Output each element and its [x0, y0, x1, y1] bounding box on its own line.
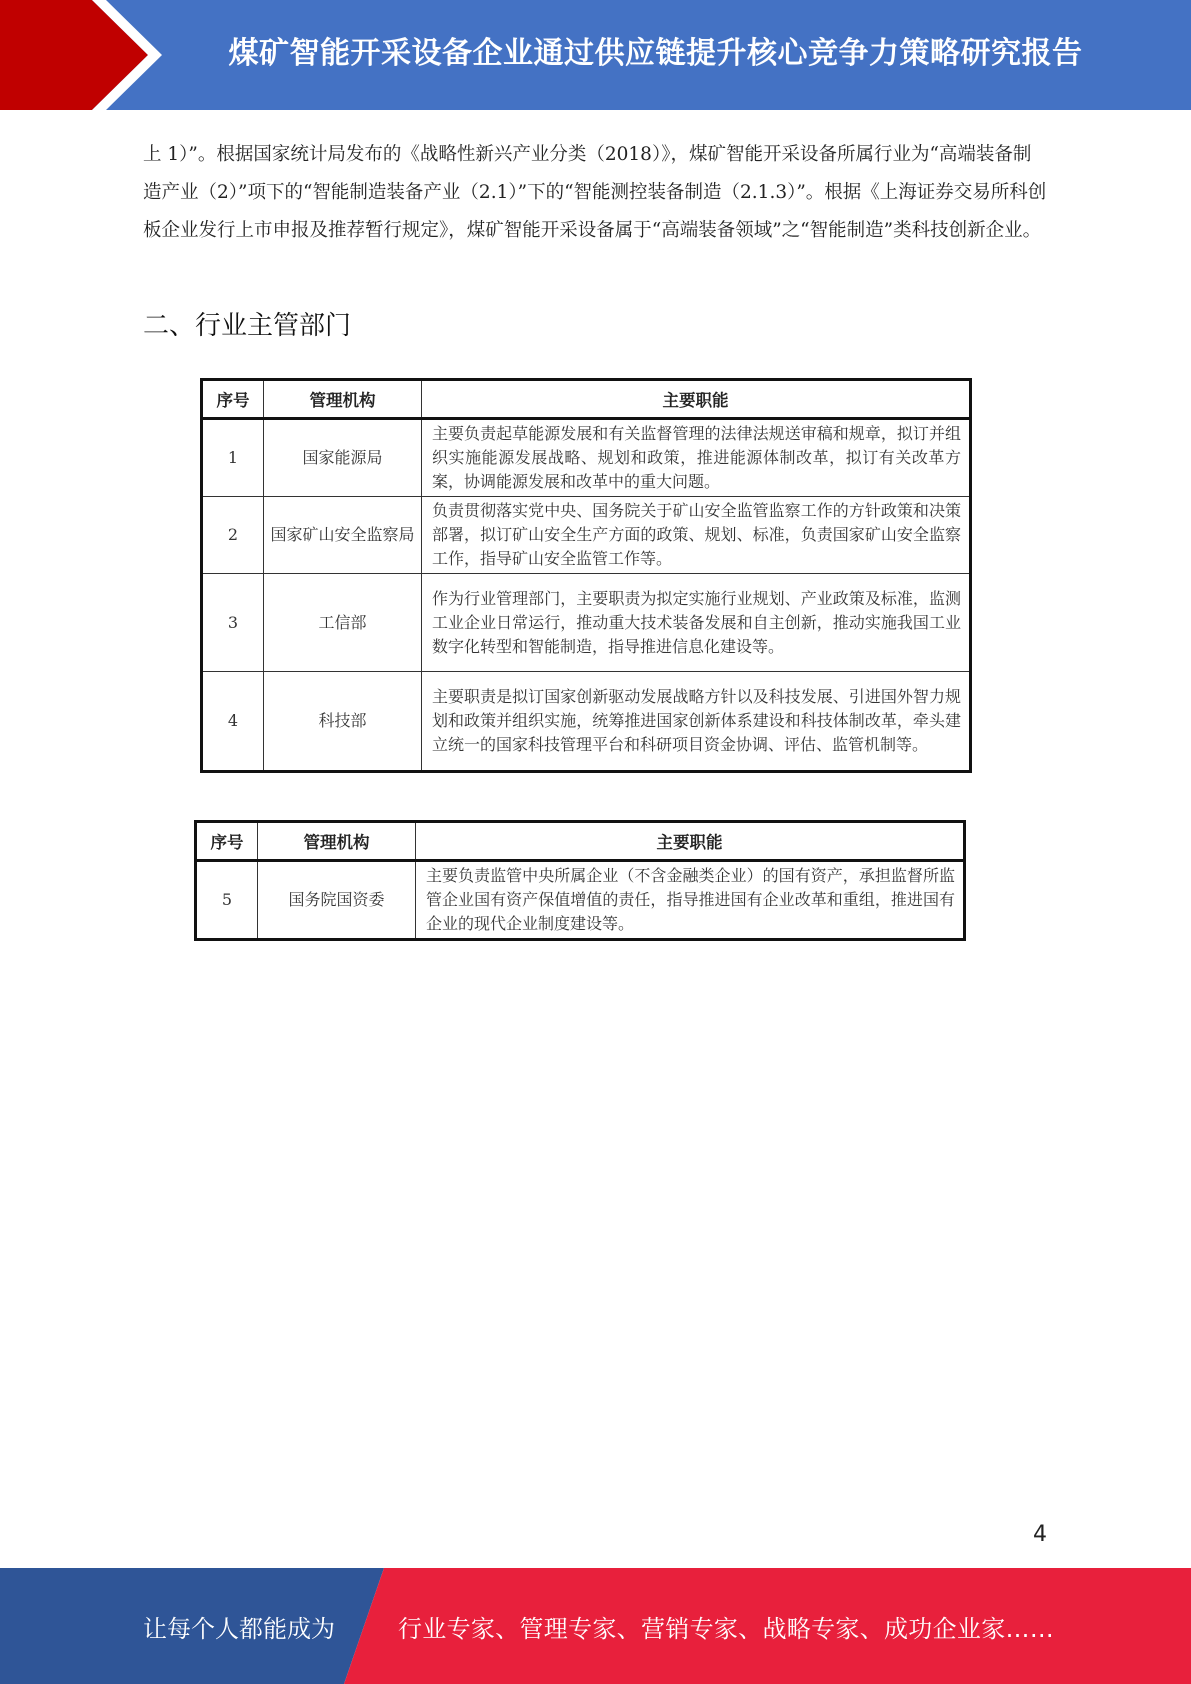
footer-slogan-left: 让每个人都能成为 [143, 1614, 335, 1643]
row-org: 工信部 [264, 574, 422, 672]
header-title: 煤矿智能开采设备企业通过供应链提升核心竞争力策略研究报告 [228, 36, 1083, 71]
row-num: 4 [202, 672, 264, 772]
row-duty: 负责贯彻落实党中央、国务院关于矿山安全监管监察工作的方针政策和决策部署，拟订矿山安全生产方面的政策、规划、标准，负责国家矿山安全监察工作，指导矿山安全监管工作等。 [422, 497, 971, 574]
table-row [202, 672, 971, 772]
page-number: 4 [1033, 1522, 1047, 1547]
row-num: 3 [202, 574, 264, 672]
section-heading: 二、行业主管部门 [143, 311, 352, 341]
row-org: 国家矿山安全监察局 [264, 497, 422, 574]
table-header-row [196, 822, 965, 861]
row-duty: 主要负责起草能源发展和有关监督管理的法律法规送审稿和规章，拟订并组织实施能源发展战略、规划和政策，推进能源体制改革，拟订有关改革方案，协调能源发展和改革中的重大问题。 [422, 419, 971, 497]
row-org: 国务院国资委 [258, 861, 416, 940]
row-num: 1 [202, 419, 264, 497]
body-paragraph: 上 1）”。根据国家统计局发布的《战略性新兴产业分类（2018）》，煤矿智能开采设备所属行业为“高端装备制造产业（2）”项下的“智能制造装备产业（2.1）”下的“智能测控装备制造（2.1.3）”。根据《上海证券交易所科创板企业发行上市申报及推荐暂行规定》，煤矿智能开采设备属于“高端装备领域”之“智能制造”类科技创新企业。 [143, 144, 1047, 241]
footer-banner [0, 1568, 1191, 1684]
table-header-row [202, 380, 971, 419]
regulators-table-1 [200, 378, 972, 773]
table-row [202, 497, 971, 574]
header-num: 序号 [202, 380, 264, 419]
regulators-table-2 [194, 820, 966, 941]
header-duty: 主要职能 [416, 822, 965, 861]
row-org: 科技部 [264, 672, 422, 772]
header-duty: 主要职能 [422, 380, 971, 419]
row-duty: 主要负责监管中央所属企业（不含金融类企业）的国有资产，承担监督所监管企业国有资产保值增值的责任，指导推进国有企业改革和重组，推进国有企业的现代企业制度建设等。 [416, 861, 965, 940]
table-row [202, 574, 971, 672]
body-text [143, 136, 1048, 250]
table-row [202, 419, 971, 497]
header-org: 管理机构 [258, 822, 416, 861]
row-num: 5 [196, 861, 258, 940]
footer-slogan-right: 行业专家、管理专家、营销专家、战略专家、成功企业家…… [398, 1614, 1055, 1643]
header-num: 序号 [196, 822, 258, 861]
row-org: 国家能源局 [264, 419, 422, 497]
row-duty: 作为行业管理部门，主要职责为拟定实施行业规划、产业政策及标准，监测工业企业日常运行，推动重大技术装备发展和自主创新，推动实施我国工业数字化转型和智能制造，指导推进信息化建设等。 [422, 574, 971, 672]
row-num: 2 [202, 497, 264, 574]
header-banner [0, 0, 1191, 110]
table-row [196, 861, 965, 940]
row-duty: 主要职责是拟订国家创新驱动发展战略方针以及科技发展、引进国外智力规划和政策并组织实施，统筹推进国家创新体系建设和科技体制改革，牵头建立统一的国家科技管理平台和科研项目资金协调、评估、监管机制等。 [422, 672, 971, 772]
header-org: 管理机构 [264, 380, 422, 419]
